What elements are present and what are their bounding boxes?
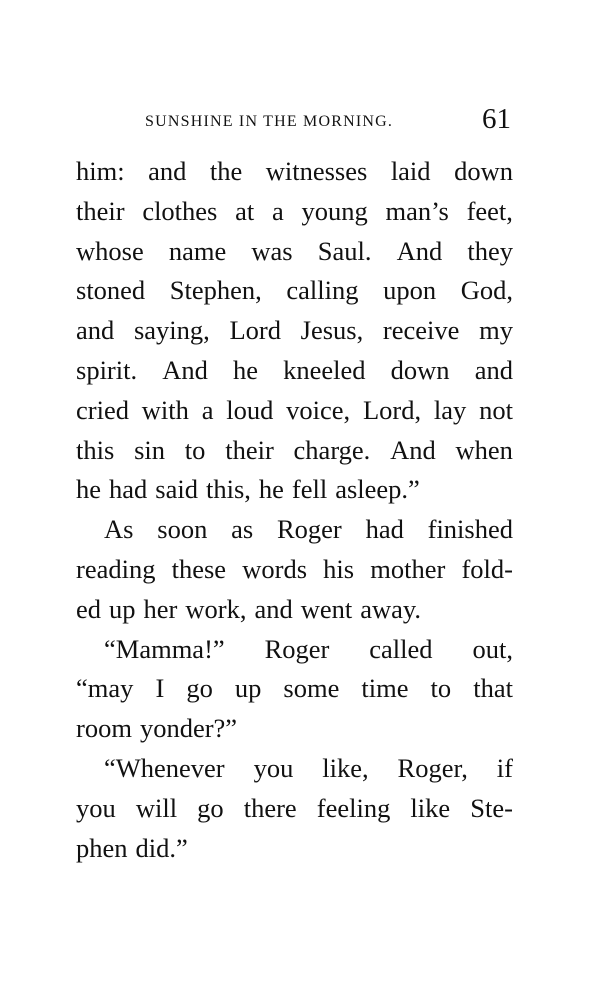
word: there (243, 792, 297, 823)
word: this (76, 434, 115, 465)
word: had (109, 474, 148, 505)
text-line (76, 271, 513, 311)
word: charge. (293, 434, 371, 465)
word: asleep.” (335, 474, 420, 505)
word: a (201, 394, 214, 425)
word: said (155, 474, 198, 505)
text-line (76, 630, 513, 670)
word: God, (460, 275, 513, 306)
word: Jesus, (300, 315, 364, 346)
word: not (479, 394, 513, 425)
word: like, (322, 752, 369, 783)
word: called (369, 633, 433, 664)
word: “Mamma!” (104, 633, 225, 664)
word: And (396, 235, 443, 266)
word: feet, (466, 195, 513, 226)
text-line (76, 192, 513, 232)
text-line (76, 829, 513, 869)
word: Lord, (362, 394, 422, 425)
word: and (254, 593, 293, 624)
word: reading (76, 553, 156, 584)
word: spirit. (76, 354, 138, 385)
word: I (155, 673, 165, 704)
word: their (76, 195, 125, 226)
word: man’s (385, 195, 449, 226)
word: some (283, 673, 340, 704)
word: away. (360, 593, 422, 624)
text-line (76, 510, 513, 550)
text-line (76, 351, 513, 391)
word: up (109, 593, 136, 624)
word: if (496, 752, 513, 783)
word: went (300, 593, 353, 624)
word: and (148, 156, 187, 186)
word: voice, (286, 394, 351, 425)
word: cried (76, 394, 129, 425)
word: whose (76, 235, 144, 266)
word: with (141, 394, 189, 425)
word: kneeled (283, 354, 366, 385)
running-title: SUNSHINE IN THE MORNING. (145, 113, 394, 130)
text-line (76, 590, 513, 630)
word: finished (427, 514, 513, 545)
word: he (76, 474, 102, 505)
text-line (76, 470, 513, 510)
word: time (361, 673, 409, 704)
word: lay (433, 394, 467, 425)
word: he (258, 474, 284, 505)
word: receive (382, 315, 460, 346)
word: the (209, 156, 243, 186)
word: at (235, 195, 255, 226)
word: go (197, 792, 224, 823)
word: this, (205, 474, 251, 505)
word: mother (370, 553, 446, 584)
word: will (135, 792, 178, 823)
word: laid (390, 156, 431, 186)
word: did.” (135, 832, 188, 863)
word: yonder?” (139, 713, 238, 744)
word: you (76, 792, 116, 823)
word: down (390, 354, 450, 385)
word: Roger (264, 633, 330, 664)
word: stoned (76, 275, 146, 306)
body-text (76, 152, 513, 868)
text-line (76, 152, 513, 192)
word: down (454, 156, 513, 186)
word: my (479, 315, 513, 346)
word: work, (185, 593, 247, 624)
word: and (76, 315, 115, 346)
word: they (467, 235, 513, 266)
word: And (162, 354, 208, 385)
word: her (143, 593, 178, 624)
text-line (76, 431, 513, 471)
text-line (76, 749, 513, 789)
page-number: 61 (482, 103, 511, 135)
word: name (168, 235, 227, 266)
word: upon (383, 275, 437, 306)
word: had (365, 514, 404, 545)
word: Roger (277, 514, 342, 545)
word: out, (472, 633, 513, 664)
word: witnesses (265, 156, 368, 186)
text-line (76, 709, 513, 749)
running-head (145, 100, 515, 134)
word: these (171, 553, 227, 584)
word: fold- (461, 553, 513, 584)
word: go (186, 673, 213, 704)
word: him: (76, 156, 125, 186)
word: fell (291, 474, 328, 505)
text-line (76, 391, 513, 431)
word: Stephen, (169, 275, 262, 306)
word: Roger, (397, 752, 468, 783)
text-line (76, 669, 513, 709)
word: his (323, 553, 355, 584)
word: their (225, 434, 274, 465)
word: that (473, 673, 513, 704)
word: young (301, 195, 368, 226)
word: a (272, 195, 284, 226)
word: you (253, 752, 294, 783)
word: like (410, 792, 451, 823)
word: “may (76, 673, 134, 704)
word: Ste- (470, 792, 513, 823)
text-line (76, 550, 513, 590)
word: “Whenever (104, 752, 225, 783)
word: room (76, 713, 132, 744)
word: to (430, 673, 452, 704)
word: As (104, 514, 134, 545)
word: ed (76, 593, 102, 624)
word: soon (157, 514, 208, 545)
word: was (251, 235, 293, 266)
word: feeling (316, 792, 391, 823)
word: clothes (142, 195, 218, 226)
word: sin (134, 434, 166, 465)
word: and (474, 354, 513, 385)
word: Saul. (317, 235, 372, 266)
text-line (76, 311, 513, 351)
word: And (390, 434, 436, 465)
word: when (455, 434, 513, 465)
word: as (231, 514, 254, 545)
word: Lord (229, 315, 281, 346)
word: he (233, 354, 259, 385)
text-line (76, 232, 513, 272)
word: saying, (133, 315, 210, 346)
word: loud (226, 394, 274, 425)
word: up (234, 673, 262, 704)
word: to (184, 434, 206, 465)
word: words (242, 553, 308, 584)
text-line (76, 789, 513, 829)
word: phen (76, 832, 128, 863)
word: calling (286, 275, 359, 306)
